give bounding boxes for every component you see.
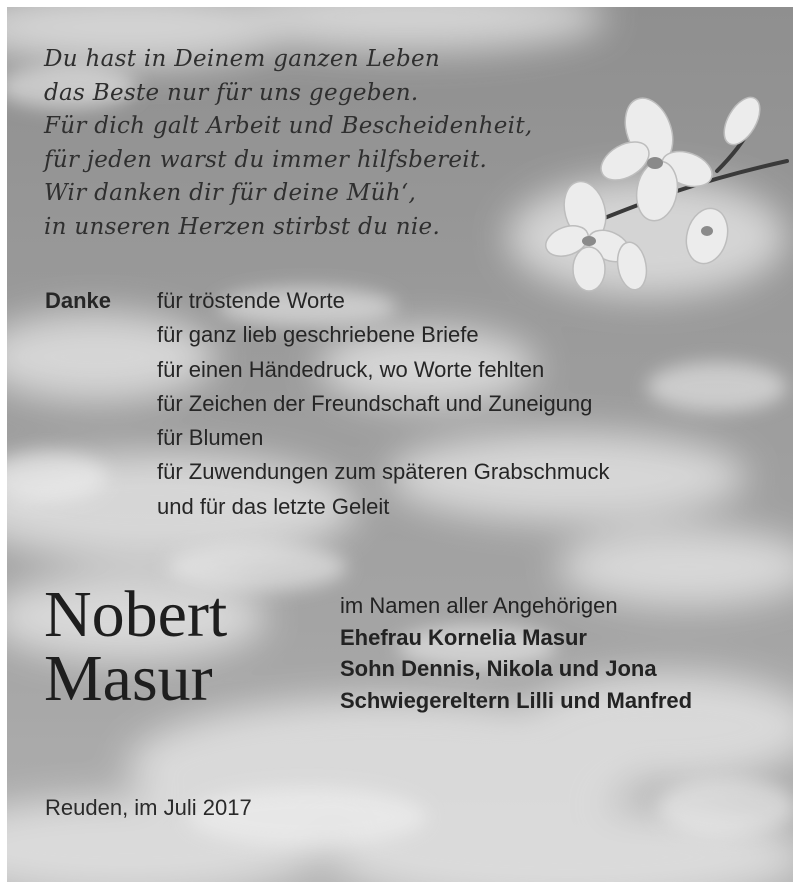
thanks-item: für Blumen	[157, 425, 264, 451]
thanks-item: für Zuwendungen zum späteren Grabschmuck	[157, 459, 610, 485]
family-member: Sohn Dennis, Nikola und Jona	[340, 656, 657, 681]
thanks-item: für ganz lieb geschriebene Briefe	[157, 322, 479, 348]
poem-line: Du hast in Deinem ganzen Leben	[44, 46, 441, 72]
thanks-item: für tröstende Worte	[157, 288, 345, 313]
poem	[44, 43, 532, 244]
thanks-label: Danke	[45, 288, 112, 313]
poem-line: für jeden warst du immer hilfsbereit.	[44, 146, 488, 173]
thanks-item: für Zeichen der Freundschaft und Zuneigung	[157, 390, 593, 416]
thanks-list	[157, 284, 609, 524]
last-name: Masur	[44, 642, 213, 715]
obituary-card	[7, 7, 793, 882]
family-signatures	[340, 590, 692, 716]
family-intro: im Namen aller Angehörigen	[340, 593, 618, 618]
family-member: Ehefrau Kornelia Masur	[340, 624, 587, 650]
place-date: Reuden, im Juli 2017	[45, 795, 252, 820]
family-member: Schwiegereltern Lilli und Manfred	[340, 687, 693, 713]
poem-line: das Beste nur für uns gegeben.	[44, 79, 419, 106]
deceased-name	[44, 578, 228, 715]
poem-line: in unseren Herzen stirbst du nie.	[44, 213, 441, 240]
first-name: Nobert	[44, 578, 228, 651]
poem-line: Für dich galt Arbeit und Bescheidenheit,	[44, 113, 533, 139]
thanks-item: und für das letzte Geleit	[157, 493, 390, 519]
poem-line: Wir danken dir für deine Müh‘,	[44, 180, 417, 206]
thanks-item: für einen Händedruck, wo Worte fehlten	[157, 356, 545, 382]
